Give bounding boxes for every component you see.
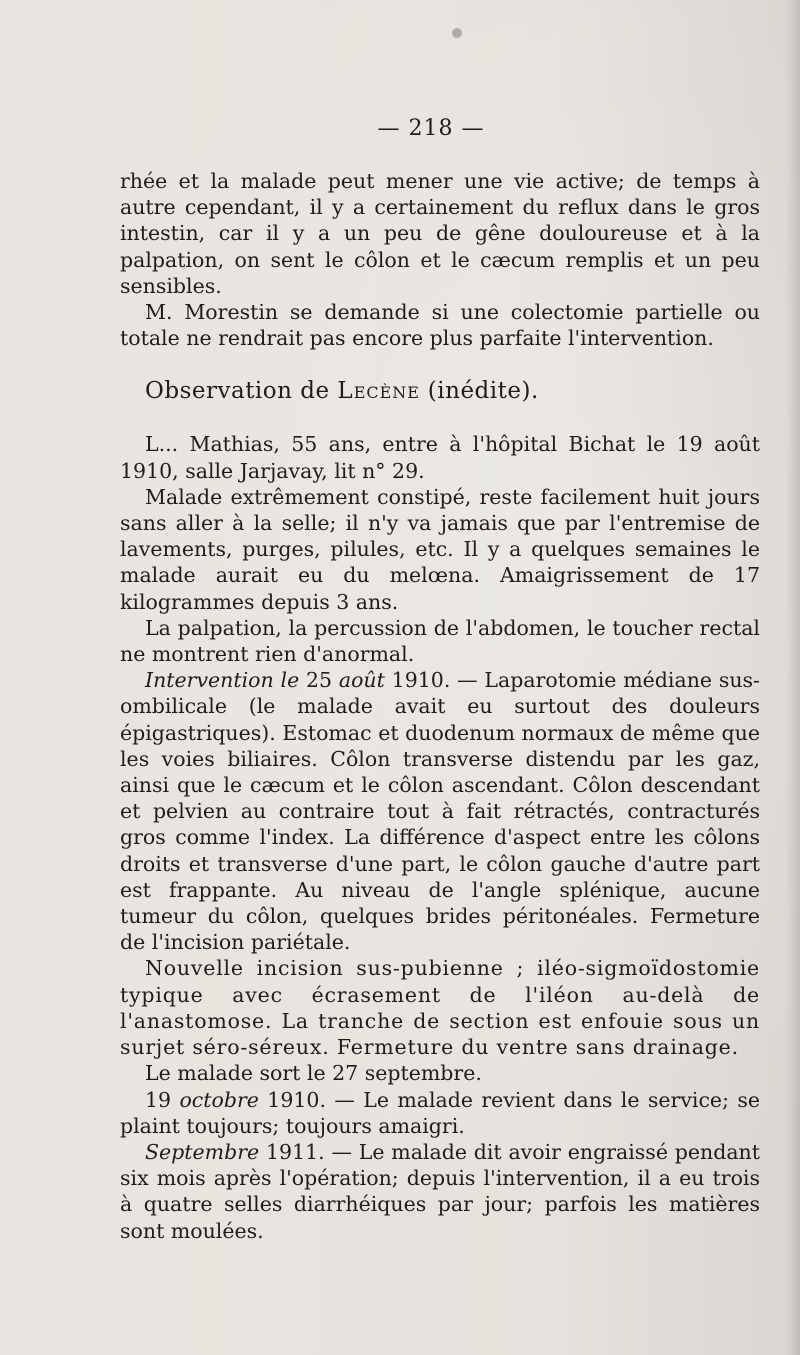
- page-edge-shadow: [786, 0, 800, 1355]
- paragraph-september: [120, 1139, 760, 1244]
- paragraph-second-incision: Nouvelle incision sus-pubienne ; iléo-sigmoïdostomie typique avec écrasement de l'iléon au-delà de l'anastomose. La tranche de section est enfouie sous un surjet séro-séreux. Fermeture du ventre sans drainage.: [120, 956, 760, 1060]
- paragraph-continuation: rhée et la malade peut mener une vie active; de temps à autre cependant, il y a certainement du reflux dans le gros intestin, car il y a un peu de gêne douloureuse et à la palpation, on sent le côlon et le cæcum remplis et un peu sensibles.: [120, 169, 760, 298]
- paragraph-patient: L... Mathias, 55 ans, entre à l'hôpital Bichat le 19 août 1910, salle Jarjavay, lit n° 29.: [120, 432, 760, 483]
- september-month: Septembre: [145, 1139, 260, 1164]
- october-month: octobre: [179, 1087, 259, 1112]
- intervention-day: 25: [299, 668, 339, 693]
- page-number: — 218 —: [377, 116, 485, 141]
- october-day: 19: [145, 1087, 180, 1112]
- paragraph-october: [120, 1087, 760, 1139]
- paragraph-exam: La palpation, la percussion de l'abdomen, le toucher rectal ne montrent rien d'anormal.: [120, 615, 760, 667]
- intervention-text: 1910. — Laparotomie médiane sus-ombilicale (le malade avait eu surtout des douleurs épigastriques). Estomac et duodenum normaux de même que les voies biliaires. Côlon transverse distendu par les gaz, ainsi que le cæcum et le côlon ascendant. Côlon descendant et pelvien au contraire tout à fait rétractés, contracturés gros comme l'index. La différence d'aspect entre les côlons droits et transverse d'une part, le côlon gauche d'autre part est frappante. Au niveau de l'angle splénique, aucune tumeur du côlon, quelques brides péritonéales. Fermeture de l'incision pariétale.: [120, 668, 760, 955]
- september-text: 1911. — Le malade dit avoir engraissé pendant six mois après l'opération; depuis l'intervention, il a eu trois à quatre selles diarrhéiques par jour; parfois les matières sont moulées.: [120, 1139, 760, 1243]
- paragraph-history: Malade extrêmement constipé, reste facilement huit jours sans aller à la selle; il n'y va jamais que par l'entremise de lavements, purges, pilules, etc. Il y a quelques semaines le malade aurait eu du melœna. Amaigrissement de 17 kilogrammes depuis 3 ans.: [120, 484, 760, 614]
- heading-prefix: Observation de: [145, 378, 338, 405]
- paragraph-discharge: Le malade sort le 27 septembre.: [145, 1061, 482, 1086]
- ink-spot: [452, 28, 462, 38]
- heading-suffix: (inédite).: [419, 378, 539, 405]
- paragraph-intervention: [120, 667, 760, 955]
- heading-author: Lecène: [337, 378, 420, 405]
- observation-heading: [145, 377, 760, 405]
- paragraph-morestin: M. Morestin se demande si une colectomie partielle ou totale ne rendrait pas encore plus parfaite l'intervention.: [120, 300, 760, 351]
- intervention-label: Intervention le: [145, 668, 300, 693]
- body-text: [120, 168, 760, 1244]
- intervention-month: août: [338, 668, 385, 693]
- october-text: 1910. — Le malade revient dans le service; se plaint toujours; toujours amaigri.: [120, 1087, 760, 1138]
